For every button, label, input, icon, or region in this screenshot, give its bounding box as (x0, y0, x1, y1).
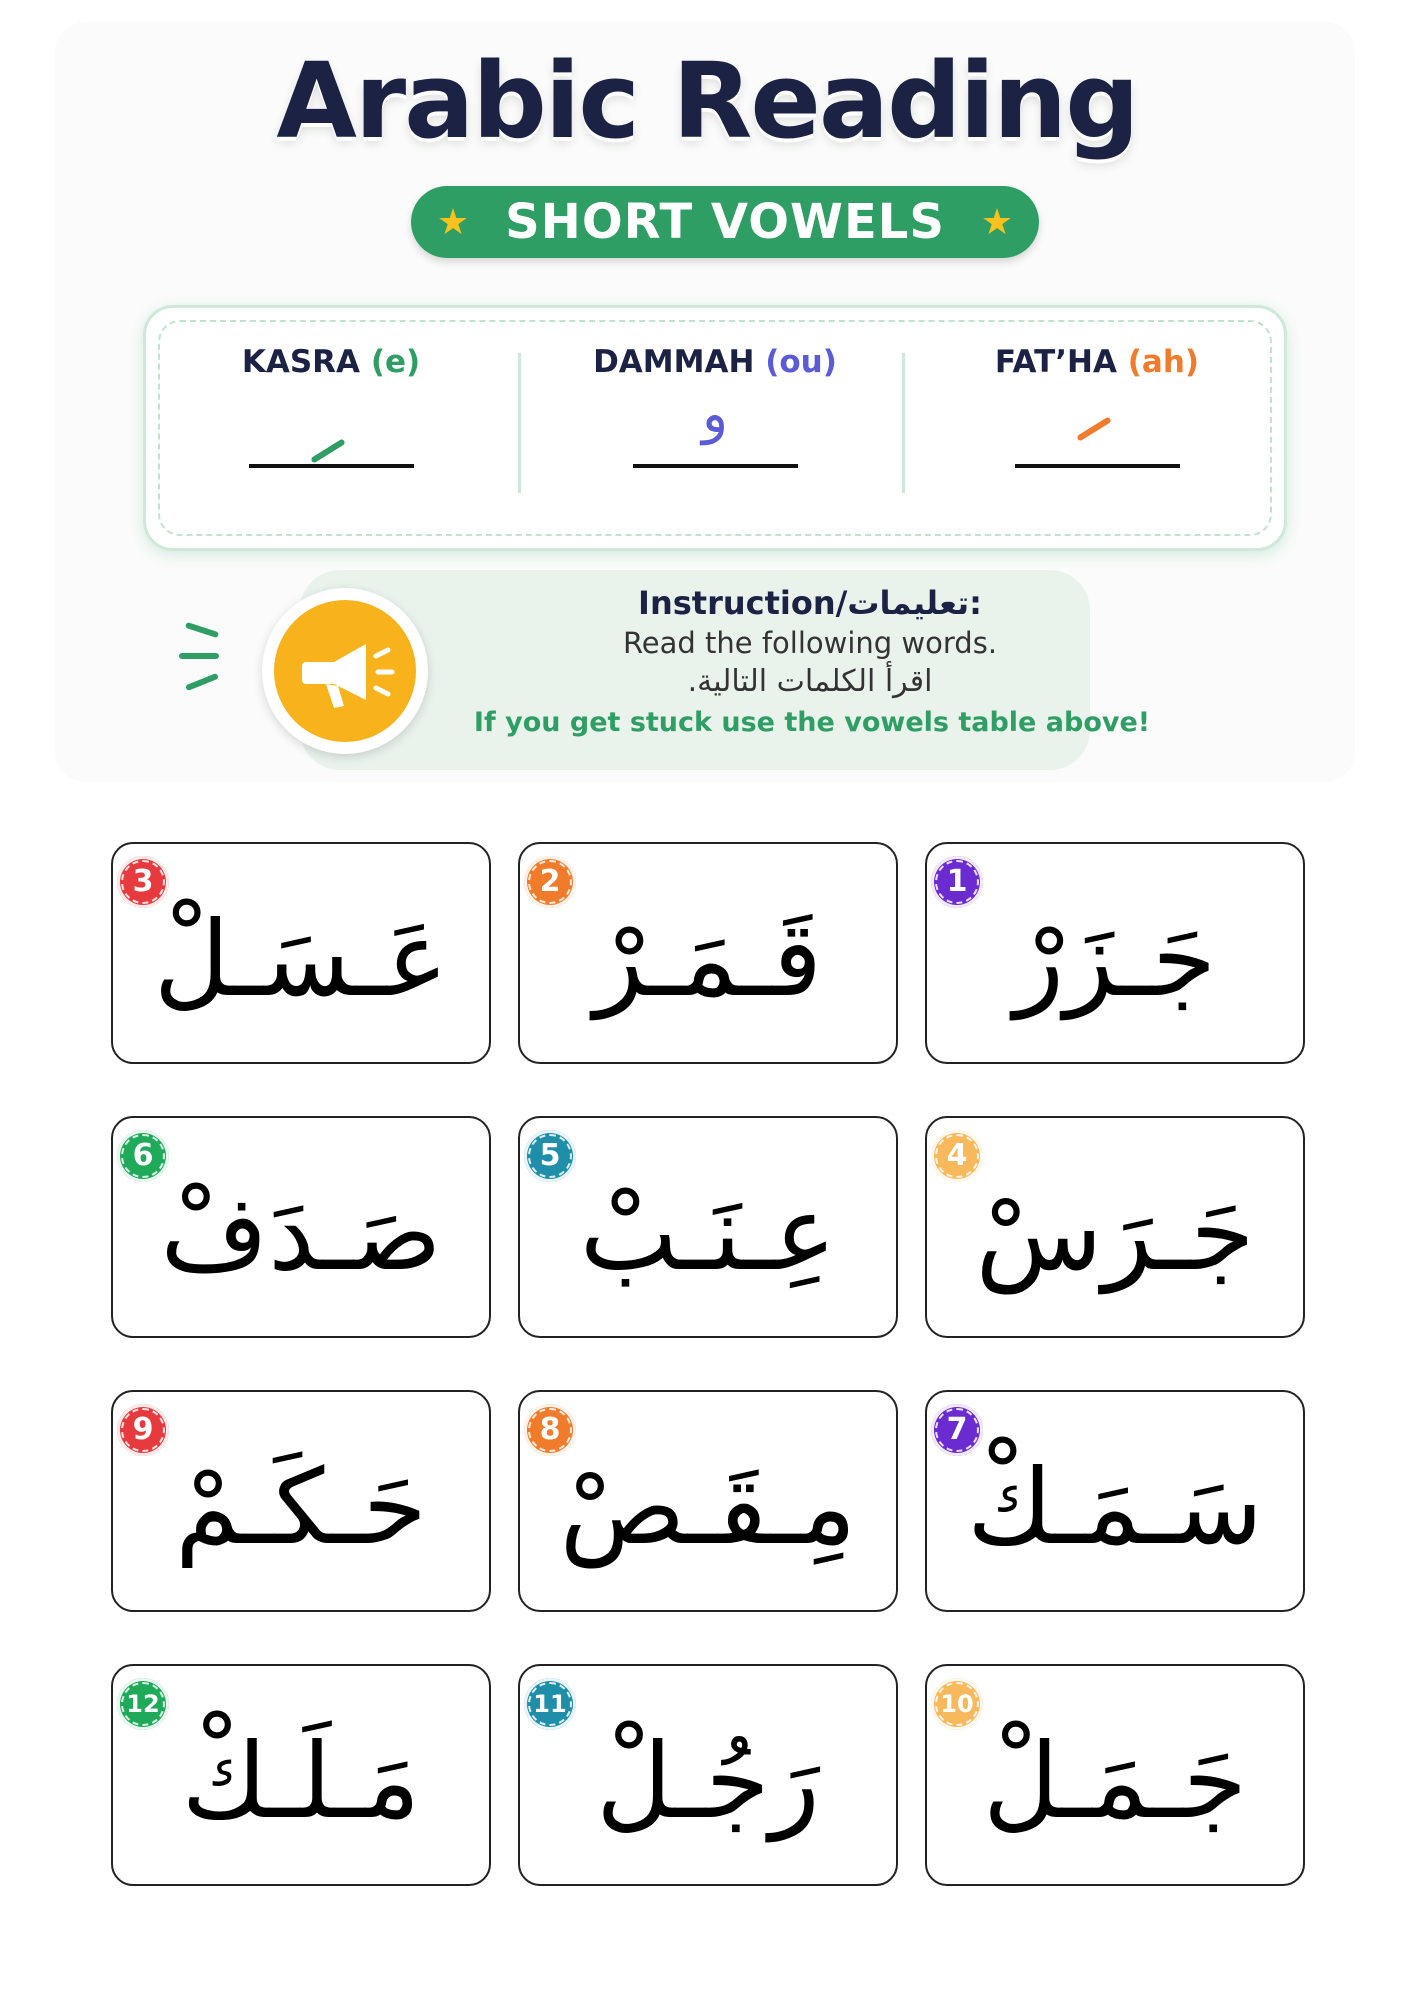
card-number: 4 (946, 1138, 968, 1173)
card-number: 2 (539, 864, 561, 899)
card-number-badge (117, 1130, 169, 1182)
arabic-word: حَـكَـمْ (175, 1446, 427, 1568)
card-number: 6 (132, 1138, 154, 1173)
arabic-word: جَـمَـلْ (982, 1720, 1248, 1842)
instruction-tip: If you get stuck use the vowels table above! (473, 707, 1151, 738)
word-card (111, 1664, 491, 1886)
card-number-badge (931, 1678, 983, 1730)
vowels-table (143, 305, 1287, 551)
arabic-word: جَـرَسْ (975, 1172, 1255, 1294)
word-card (518, 1116, 898, 1338)
vowel-name: KASRA (241, 344, 361, 380)
arabic-word: عِـنَـبْ (579, 1172, 837, 1294)
instruction-line-arabic: اقرأ الكلمات التالية. (687, 664, 933, 699)
page-title: Arabic Reading (276, 40, 1138, 162)
arabic-word: مَـلَـكْ (181, 1720, 421, 1842)
arabic-word: عَـسَـلْ (153, 898, 449, 1020)
letter-baseline (249, 464, 414, 468)
card-number-badge (524, 1678, 576, 1730)
card-number: 11 (533, 1690, 567, 1718)
vowel-sound: (ah) (1127, 344, 1200, 380)
word-card (518, 842, 898, 1064)
letter-baseline (1015, 464, 1180, 468)
arabic-word: رَجُـلْ (596, 1720, 820, 1842)
word-card (111, 842, 491, 1064)
vowel-name: FAT’HA (994, 344, 1117, 380)
arabic-word: جَـزَرْ (1013, 898, 1217, 1020)
sparkle-icon (175, 615, 235, 695)
dammah-mark-icon: و (701, 382, 729, 445)
megaphone-icon (274, 600, 416, 742)
instruction-text (473, 570, 1151, 770)
card-number: 3 (132, 864, 154, 899)
fatha-mark-icon (1076, 416, 1111, 441)
word-card (925, 1664, 1305, 1886)
card-number: 12 (126, 1690, 160, 1718)
kasra-mark-icon (310, 438, 345, 463)
column-divider (902, 353, 905, 493)
vowel-sound: (ou) (765, 344, 837, 380)
word-card (518, 1390, 898, 1612)
card-number: 5 (539, 1138, 561, 1173)
arabic-word: قَـمَـرْ (593, 898, 823, 1020)
card-number-badge (524, 1130, 576, 1182)
card-number: 9 (132, 1412, 154, 1447)
card-number-badge (524, 856, 576, 908)
word-card (925, 1390, 1305, 1612)
instruction-heading: Instruction/تعليمات: (638, 584, 982, 622)
star-icon: ★ (980, 201, 1014, 243)
card-number-badge (117, 1404, 169, 1456)
banner-label: SHORT VOWELS (505, 194, 945, 250)
instruction-line-english: Read the following words. (622, 626, 998, 660)
card-number: 8 (539, 1412, 561, 1447)
word-card (111, 1116, 491, 1338)
star-icon: ★ (436, 201, 470, 243)
megaphone-badge (262, 588, 428, 754)
vowel-mark-area (146, 384, 516, 484)
short-vowels-banner (411, 186, 1039, 258)
card-number-badge (931, 856, 983, 908)
column-divider (518, 353, 521, 493)
arabic-word: سَـمَـكْ (967, 1446, 1263, 1568)
word-card (111, 1390, 491, 1612)
card-number-badge (117, 856, 169, 908)
letter-baseline (633, 464, 798, 468)
card-number-badge (117, 1678, 169, 1730)
word-card (925, 842, 1305, 1064)
vowel-fatha (912, 308, 1282, 548)
card-number: 7 (946, 1412, 968, 1447)
arabic-word: صَـدَفْ (160, 1172, 442, 1294)
card-number: 1 (946, 864, 968, 899)
arabic-word: مِـقَـصْ (559, 1446, 857, 1568)
card-number-badge (931, 1130, 983, 1182)
vowel-mark-area (530, 384, 900, 484)
vowel-mark-area (912, 384, 1282, 484)
word-card (925, 1116, 1305, 1338)
vowel-kasra (146, 308, 516, 548)
word-card (518, 1664, 898, 1886)
card-number-badge (931, 1404, 983, 1456)
vowel-name: DAMMAH (593, 344, 755, 380)
card-number-badge (524, 1404, 576, 1456)
vowel-dammah (530, 308, 900, 548)
card-number: 10 (940, 1690, 974, 1718)
vowel-sound: (e) (370, 344, 421, 380)
